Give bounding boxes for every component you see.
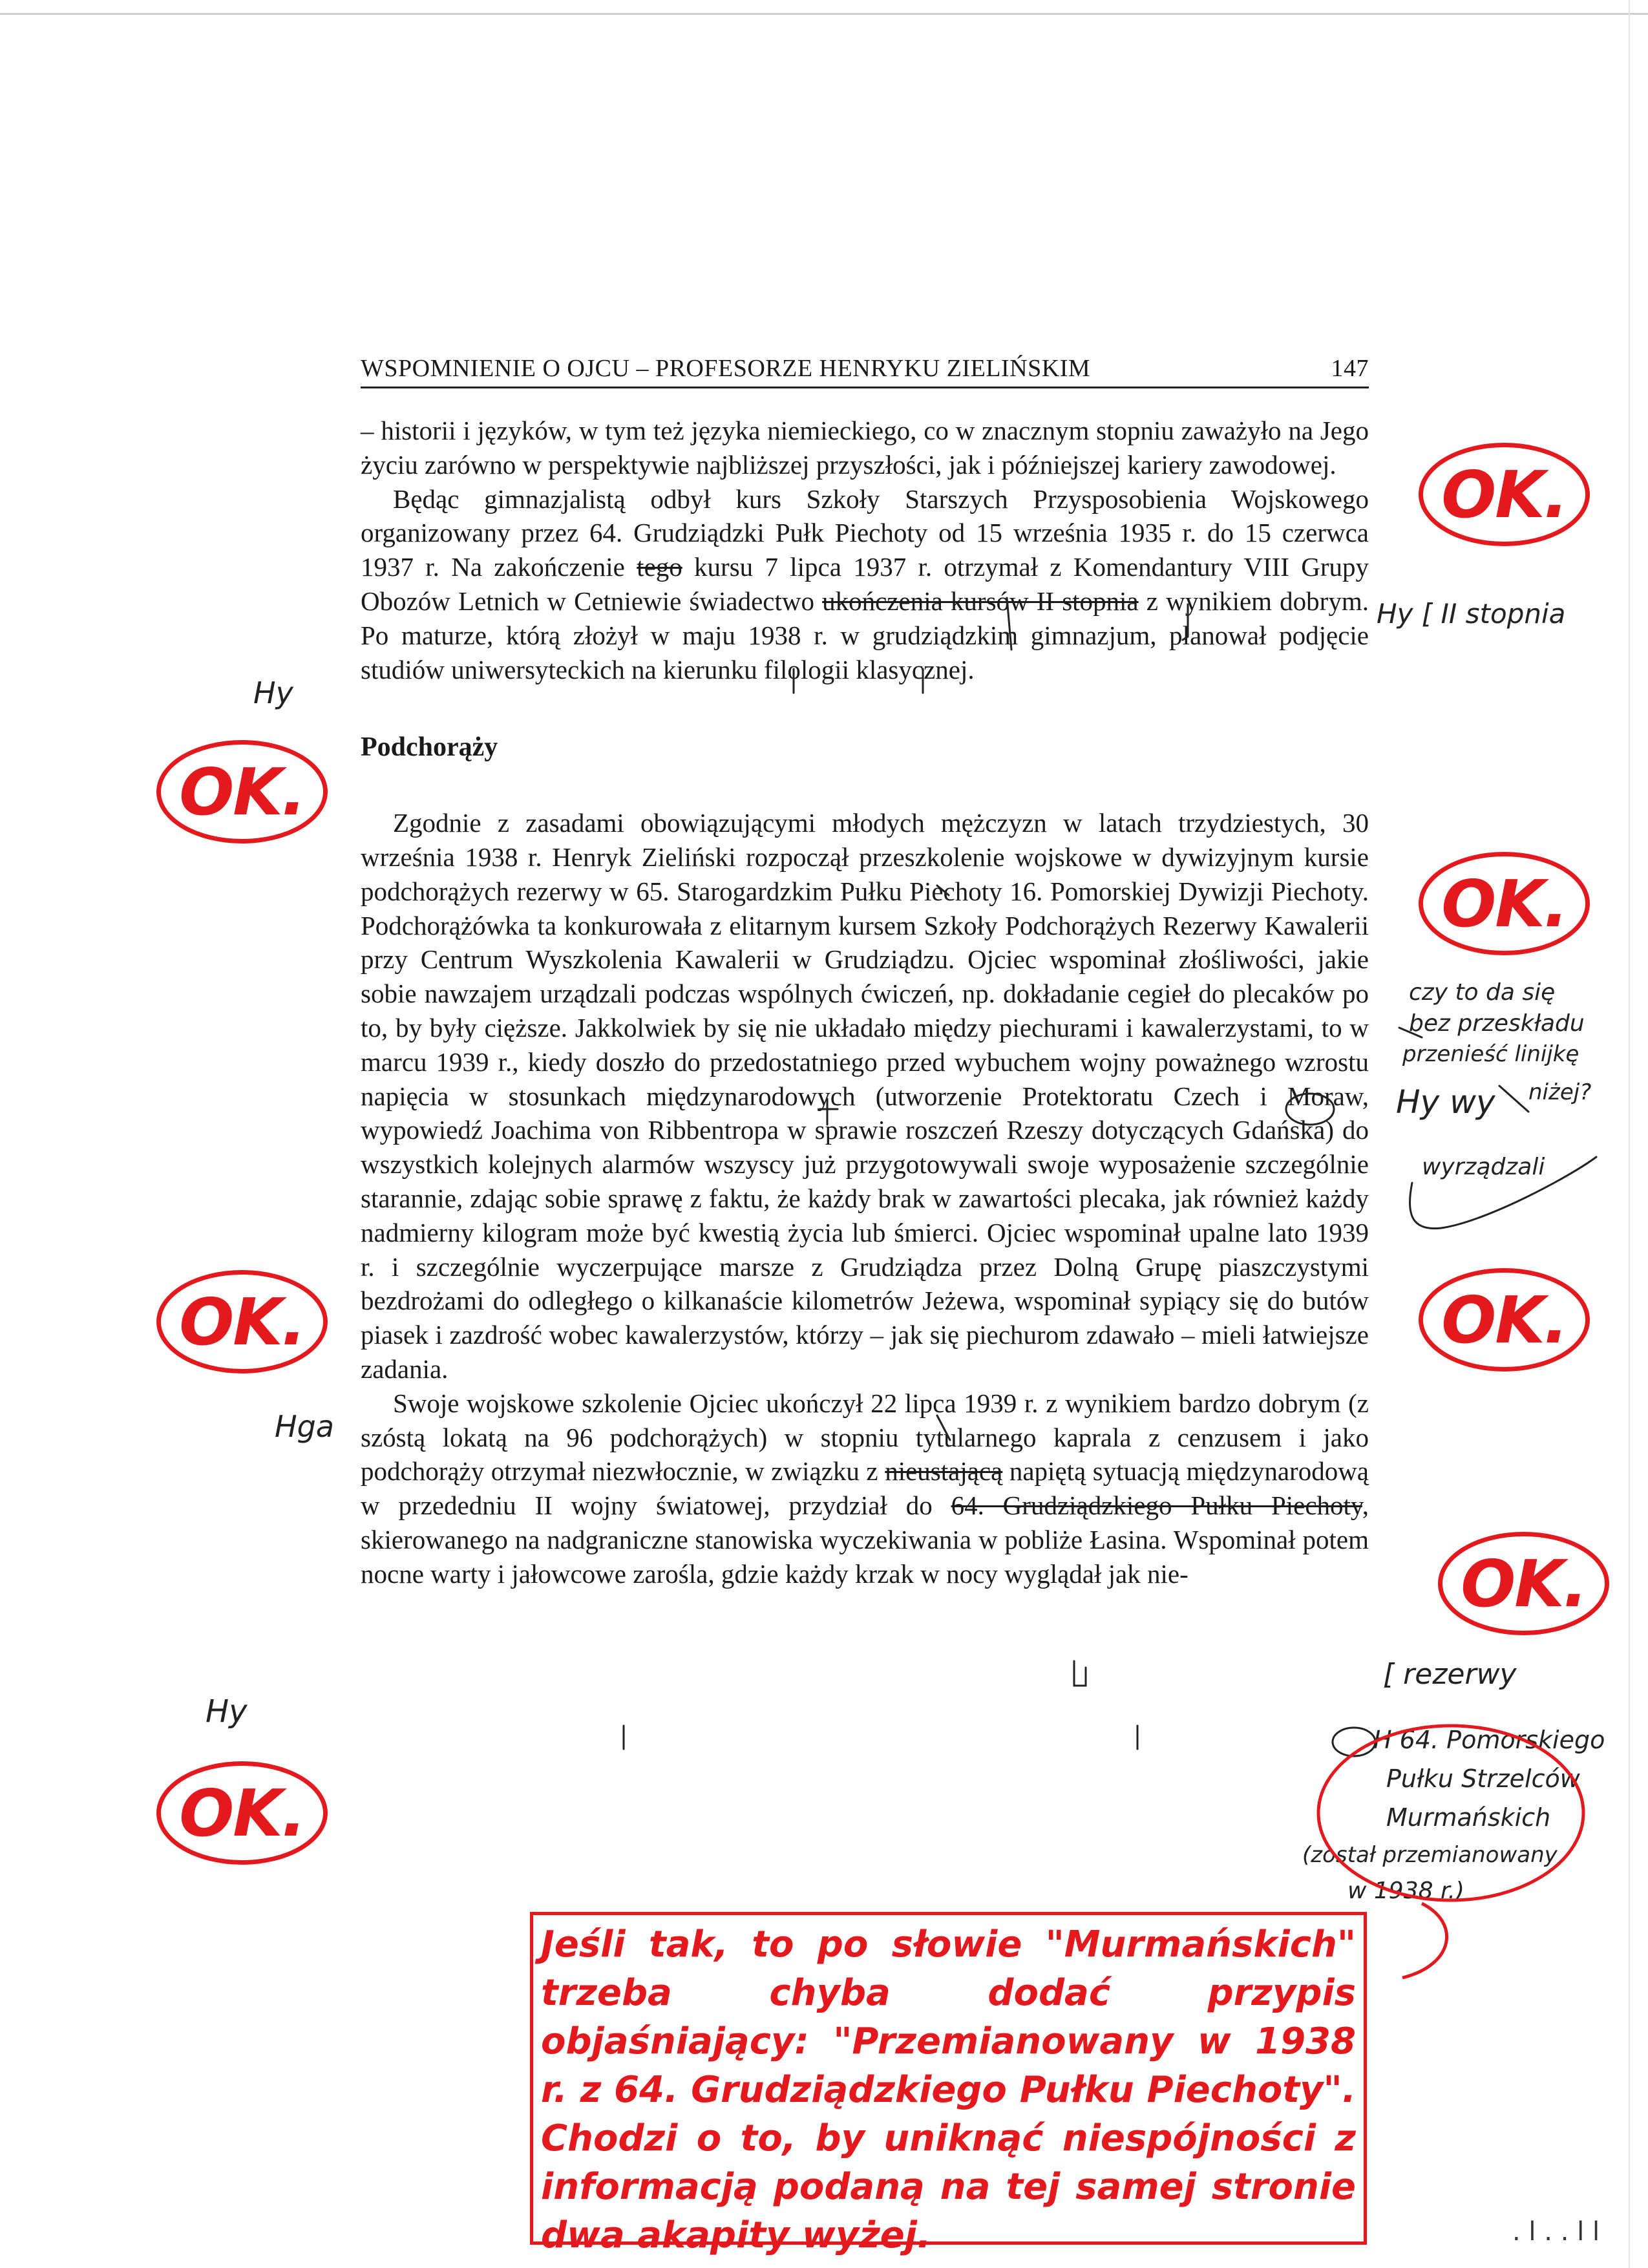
- handwritten-hy-2: Hy: [206, 1693, 248, 1730]
- handwritten-question-2: bez przeskładu: [1409, 1010, 1585, 1037]
- struck-phrase-ukonczenia: ukończenia kursów II stopnia: [822, 586, 1139, 616]
- ok-stamp-3: OK.: [1419, 852, 1590, 955]
- paragraph-2: [361, 482, 1369, 687]
- handwritten-ii-stopnia: Hy [ II stopnia: [1377, 598, 1566, 630]
- page-number: 147: [1331, 355, 1369, 382]
- paragraph-4-part-1: Swoje wojskowe szkolenie Ojciec ukończył 22 lipca 1939 r. z wynikiem bardzo dobrym (z szóstą lokatą na 96 podchorążych) w stopniu tytularnego kaprala z cenzusem i jako podchorąży otrzymał niezwłocznie, w związku z: [361, 1388, 1369, 1487]
- paragraph-2-part-1: Będąc gimnazjalistą odbył kurs Szkoły Starszych Przysposobienia Wojskowego organizowany przez 64. Grudziądzki Pułk Piechoty od 15 września 1935 r. do 15 czerwca 1937 r. Na zakończenie: [361, 483, 1369, 582]
- scan-right-edge: [1629, 0, 1630, 2268]
- running-title: WSPOMNIENIE O OJCU – PROFESORZE HENRYKU ZIELIŃSKIM: [361, 355, 1091, 382]
- paragraph-2-part-2: kursu 7 lipca 1937 r. otrzymał z Komendantury VIII Grupy Obozów Letnich w Cetniewie świadectwo: [361, 552, 1369, 616]
- insertion-mark-6: [1074, 1661, 1086, 1686]
- ok-stamp-6: OK.: [1438, 1532, 1609, 1635]
- section-heading: Podchorąży: [361, 732, 498, 763]
- handwritten-fix-4: (został przemianowany: [1302, 1842, 1558, 1868]
- handwritten-hy-1: Hy: [253, 675, 293, 710]
- handwritten-fix-5: w 1938 r.): [1347, 1878, 1464, 1904]
- scan-marks: . l . . l l: [1512, 2217, 1600, 2247]
- editor-note-box: Jeśli tak, to po słowie "Murmańskich" trzeba chyba dodać przypis objaśniający: "Przemianowany w 1938 r. z 64. Grudziądzkiego Pułku Piechoty". Chodzi o to, by uniknąć niespójności z informacją podaną na tej samej stronie dwa akapity wyżej.: [530, 1912, 1367, 2245]
- ok-stamp-5: OK.: [1419, 1268, 1590, 1372]
- arrow-tail: [1499, 1086, 1528, 1112]
- handwritten-hy-wy: Hy wy: [1396, 1083, 1495, 1121]
- struck-word-nieustajaca: nieustającą: [885, 1456, 1003, 1487]
- handwritten-fix-3: Murmańskich: [1386, 1803, 1551, 1832]
- page-header: [361, 354, 1369, 388]
- ok-stamp-2: OK.: [156, 740, 328, 843]
- paragraph-1: – historii i języków, w tym też języka niemieckiego, co w znacznym stopniu zaważyło na Jego życiu zarówno w perspektywie najbliższej przyszłości, jak i późniejszej kariery zawodowej.: [361, 416, 1369, 480]
- ok-stamp-4: OK.: [156, 1270, 328, 1373]
- ok-stamp-7: OK.: [156, 1761, 328, 1865]
- ok-stamp-1: OK.: [1419, 443, 1590, 546]
- paragraph-3: Zgodnie z zasadami obowiązującymi młodych mężczyzn w latach trzydziestych, 30 września 1938 r. Henryk Zieliński rozpoczął przeszkolenie wojskowe w dywizyjnym kursie podchorążych rezerwy w 65. Starogardzkim Pułku Piechoty 16. Pomorskiej Dywizji Piechoty. Podchorążówka ta konkurowała z elitarnym kursem Szkoły Podchorążych Rezerwy Kawalerii przy Centrum Wyszkolenia Kawalerii w Grudziądzu. Ojciec wspominał złośliwości, jakie sobie nawzajem urządzali podczas wspólnych ćwiczeń, np. dokładanie cegieł do plecaków po to, by były cięższe. Jakkolwiek by się nie układało między piechurami i kawalerzystami, to w marcu 1939 r., kiedy doszło do przedostatniego przed wybuchem wojny poważnego wzrostu napięcia w stosunkach międzynarodowych (utworzenie Protektoratu Czech i Moraw, wypowiedź Joachima von Ribbentropa w sprawie roszczeń Rzeszy dotyczących Gdańska) do wszystkich kolejnych alarmów wszyscy już przygotowywali swoje wyposażenie szczególnie starannie, zdając sobie sprawę z faktu, że każdy brak w zawartości plecaka, jak również każdy nadmierny kilogram może być kwestią życia lub śmierci. Ojciec wspominał upalne lato 1939 r. i szczególnie wyczerpujące marsze z Grudziądza przez Dolną Grupę piaszczystymi bezdrożami do odległego o kilkanaście kilometrów Jeżewa, wspominał sypiący się do butów piasek i zazdrość wobec kawalerzystów, którzy – jak się piechurom zdawało – mieli łatwiejsze zadania.: [361, 808, 1369, 1384]
- paragraph-4: [361, 1386, 1369, 1591]
- handwritten-question-1: czy to da się: [1409, 979, 1556, 1006]
- struck-phrase-64-pulk: 64. Grudziądzkiego Pułku Piechoty: [951, 1490, 1362, 1521]
- paragraph-4-part-3: , skierowanego na nadgraniczne stanowiska wyczekiwania w pobliże Łasina. Wspominał potem nocne warty i jałowcowe zarośla, gdzie każdy krzak w nocy wyglądał jak nie-: [361, 1490, 1369, 1589]
- scan-top-edge: [0, 13, 1648, 15]
- callout-tail: [1402, 1903, 1447, 1978]
- handwritten-question-3: przenieść linijkę: [1402, 1041, 1579, 1067]
- handwritten-rezerwy: [ rezerwy: [1383, 1658, 1517, 1691]
- paragraph-2-part-3: z wynikiem dobrym. Po maturze, którą złożył w maju 1938 r. w grudziądzkim gimnazjum, planował podjęcie studiów uniwersyteckich na kierunku filologii klasycznej.: [361, 586, 1369, 684]
- handwritten-fix-1: H 64. Pomorskiego: [1373, 1726, 1605, 1754]
- circled-na: [1333, 1728, 1375, 1756]
- handwritten-hga: Hga: [275, 1409, 334, 1444]
- main-text: [361, 414, 1369, 1591]
- struck-word-tego: tego: [637, 552, 682, 582]
- paragraph-4-part-2: napiętą sytuacją międzynarodową w przededniu II wojny światowej, przydział do: [361, 1456, 1369, 1521]
- handwritten-wyrzadzali: wyrządzali: [1422, 1154, 1545, 1180]
- handwritten-question-4: niżej?: [1528, 1079, 1592, 1105]
- handwritten-fix-2: Pułku Strzelców: [1386, 1765, 1580, 1793]
